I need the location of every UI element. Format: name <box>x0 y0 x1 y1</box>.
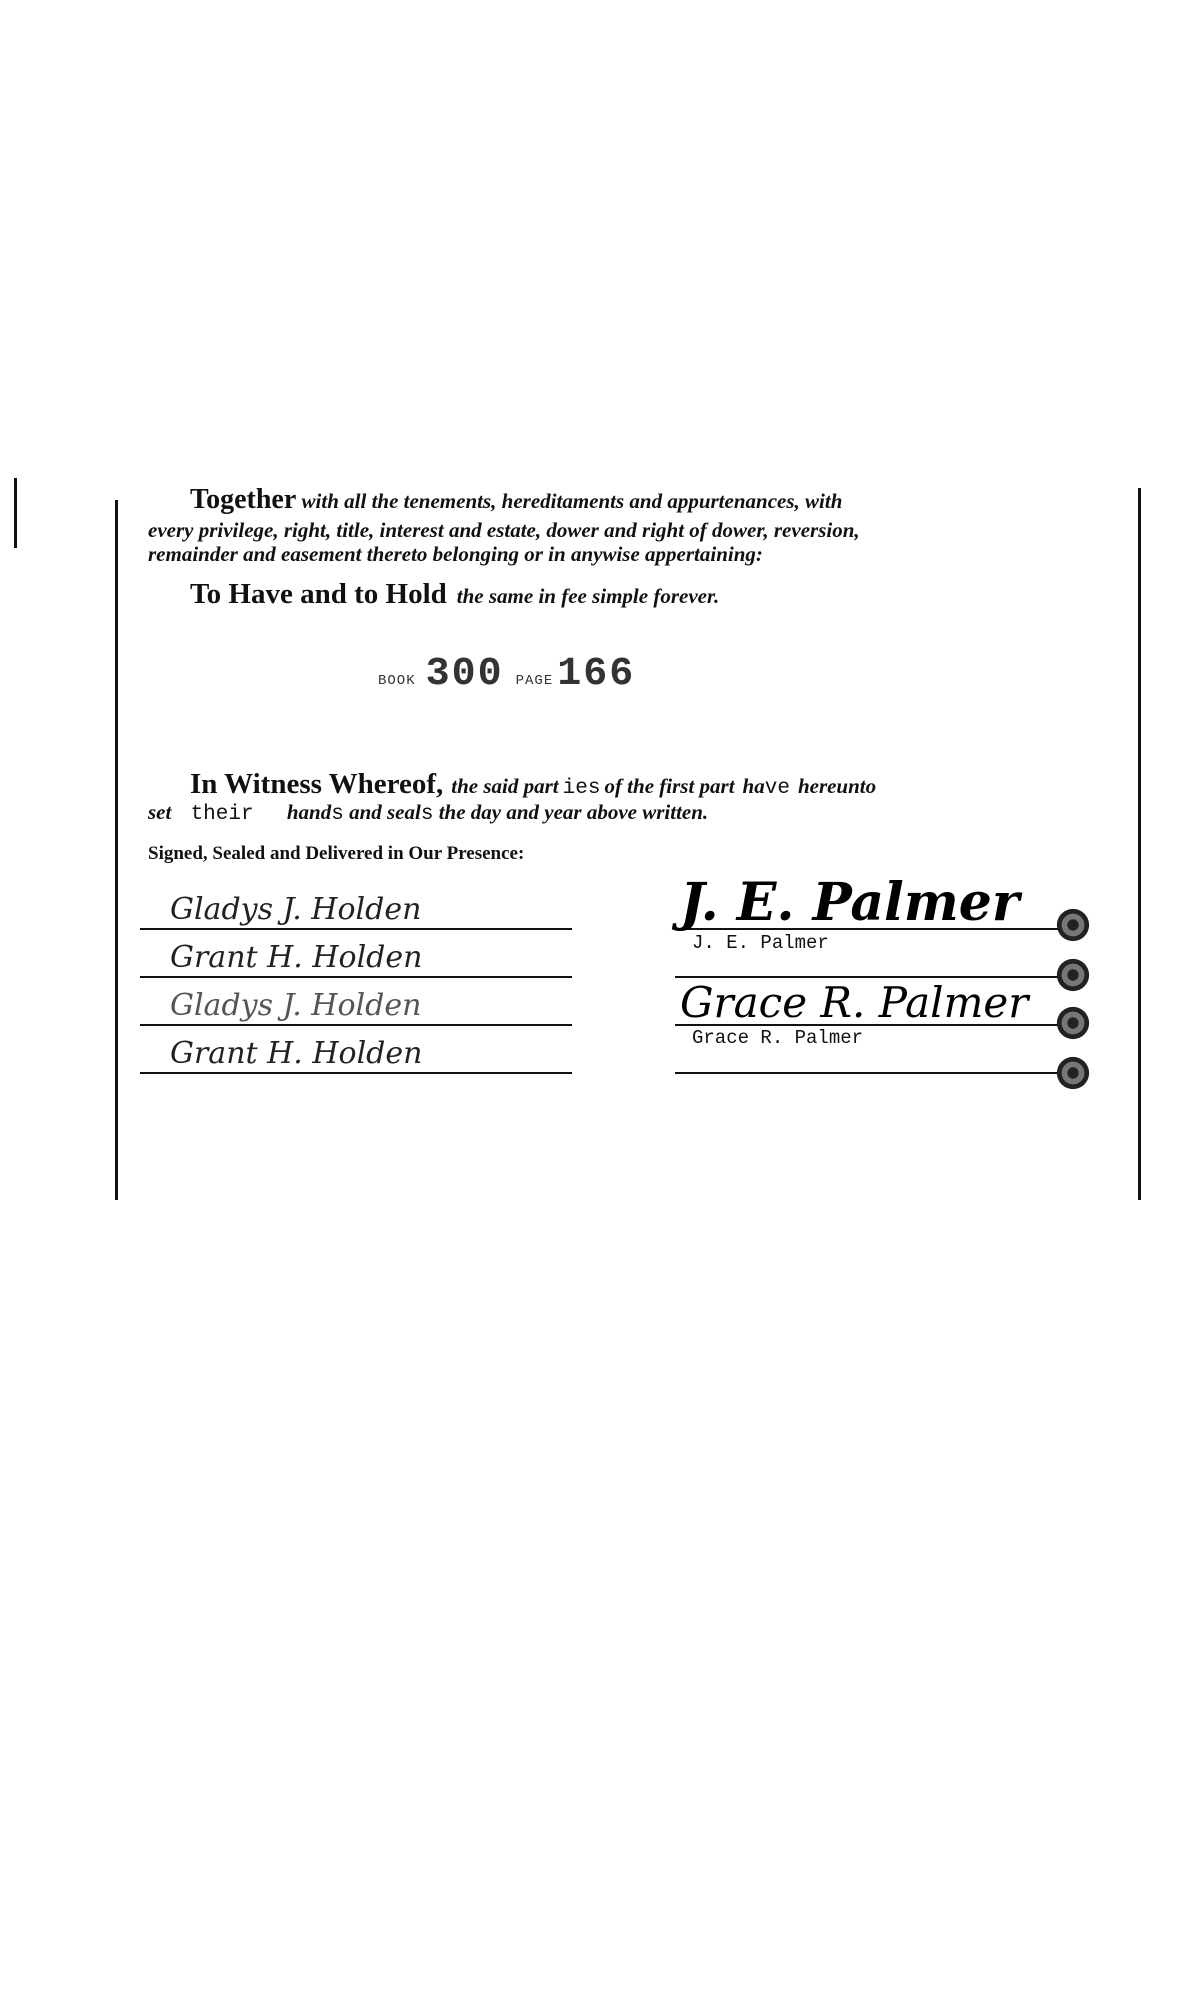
witness-text: the said part <box>451 774 559 798</box>
witness-signature: Grant H. Holden <box>170 940 423 975</box>
wax-seal-icon <box>1054 1054 1092 1092</box>
book-number: 300 <box>425 652 504 697</box>
together-line-2: every privilege, right, title, interest and estate, dower and right of dower, reversion, <box>148 518 860 542</box>
form-left-border <box>115 500 118 1200</box>
wax-seal-icon <box>1054 956 1092 994</box>
presence-label: Signed, Sealed and Delivered in Our Presence: <box>148 843 525 864</box>
witness-clause-line-2 <box>148 800 708 826</box>
page-number: 166 <box>557 652 636 697</box>
together-line-3: remainder and easement thereto belonging or in anywise appertaining: <box>148 542 763 566</box>
form-right-border <box>1138 488 1141 1200</box>
witness-signature-line <box>140 1072 572 1074</box>
witness-fill: s <box>420 803 434 826</box>
habendum-text: the same in fee simple forever. <box>456 584 720 608</box>
habendum-clause <box>190 578 719 611</box>
habendum-lead: To Have and to Hold <box>190 578 447 610</box>
witness-clause-line-1 <box>190 768 876 801</box>
together-lead: Together <box>190 484 297 515</box>
grantor-signature: J. E. Palmer <box>680 872 1020 933</box>
wax-seal-icon <box>1054 1004 1092 1042</box>
grantor-typed-name: Grace R. Palmer <box>692 1027 864 1049</box>
witness-text: hereunto <box>797 774 877 798</box>
grantor-signature-line <box>675 1072 1075 1074</box>
witness-text: and seal <box>349 800 421 824</box>
witness-fill: ve <box>764 777 790 800</box>
witness-lead: In Witness Whereof, <box>190 768 444 800</box>
book-label: BOOK <box>378 673 416 689</box>
witness-fill: s <box>331 803 344 826</box>
witness-text: hand <box>286 800 332 824</box>
witness-text: set <box>148 800 172 824</box>
together-line-1: with all the tenements, hereditaments and appurtenances, with <box>301 489 843 513</box>
witness-signature-line <box>140 1024 572 1026</box>
left-margin-mark <box>14 478 17 548</box>
grantor-signature: Grace R. Palmer <box>680 978 1029 1027</box>
together-clause <box>190 484 1135 515</box>
recording-stamp <box>378 652 635 697</box>
page-label: PAGE <box>515 673 554 689</box>
wax-seal-icon <box>1054 906 1092 944</box>
witness-signature: Grant H. Holden <box>170 1036 423 1071</box>
witness-text: the day and year above written. <box>438 800 709 824</box>
witness-signature-line <box>140 928 572 930</box>
witness-fill: ies <box>562 777 601 800</box>
witness-signature: Gladys J. Holden <box>170 988 422 1023</box>
witness-text: of the first part <box>604 774 735 798</box>
witness-signature: Gladys J. Holden <box>170 892 422 927</box>
witness-fill: their <box>190 803 254 826</box>
grantor-typed-name: J. E. Palmer <box>692 932 829 954</box>
witness-signature-line <box>140 976 572 978</box>
witness-text: ha <box>742 774 765 798</box>
